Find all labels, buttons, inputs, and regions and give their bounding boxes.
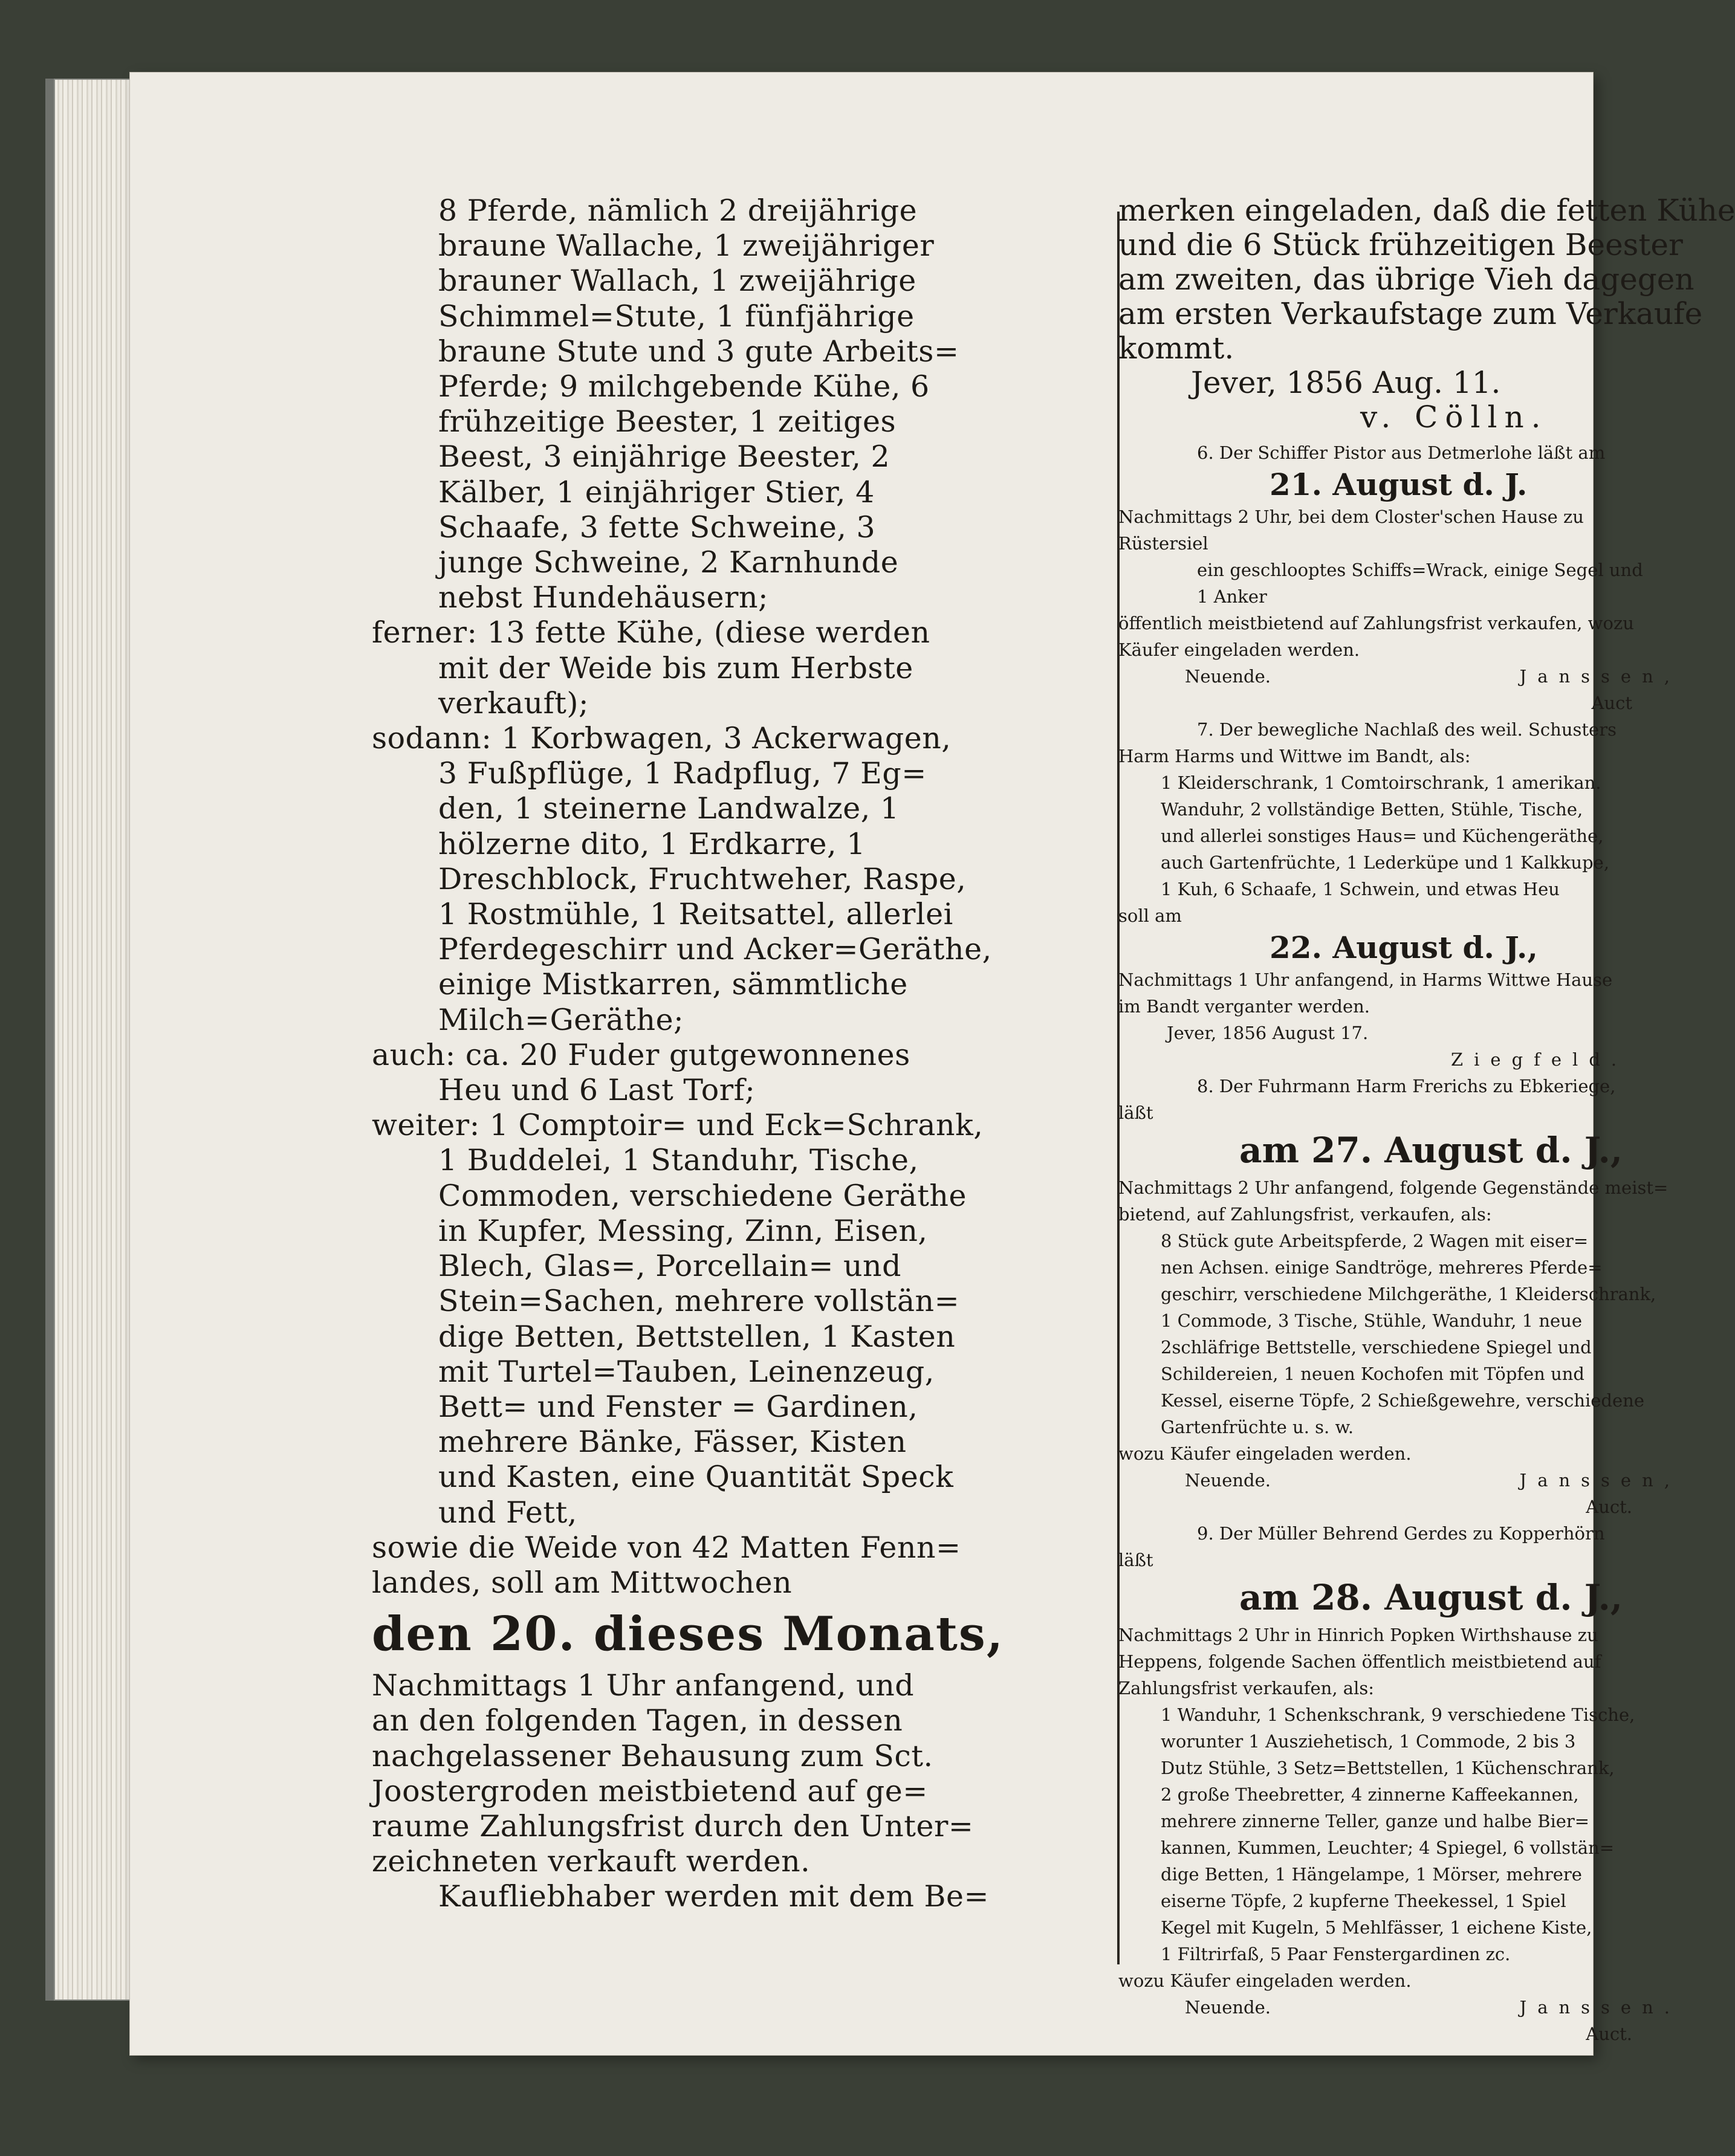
item-line: Gartenfrüchte u. s. w. <box>1161 1417 1354 1437</box>
text-line: Stein=Sachen, mehrere vollstän= <box>438 1284 960 1319</box>
text-line: Schimmel=Stute, 1 fünfjährige <box>438 299 915 334</box>
text-line: braune Wallache, 1 zweijähriger <box>438 228 935 264</box>
text-line: sodann: 1 Korbwagen, 3 Ackerwagen, <box>372 721 952 756</box>
item-line: worunter 1 Ausziehetisch, 1 Commode, 2 bis 3 <box>1161 1731 1576 1752</box>
item-line: 8 Stück gute Arbeitspferde, 2 Wagen mit eiser= <box>1161 1231 1589 1251</box>
text-line: Joostergroden meistbietend auf ge= <box>372 1773 928 1808</box>
text-line: am zweiten, das übrige Vieh dagegen <box>1118 262 1694 297</box>
item-line: Kessel, eiserne Töpfe, 2 Schießgewehre, verschiedene <box>1161 1390 1644 1411</box>
sowie-paragraph <box>372 1530 1115 1601</box>
weiter-paragraph <box>372 1108 1115 1530</box>
text-line: frühzeitige Beester, 1 zeitiges <box>438 404 897 439</box>
newspaper-page <box>130 73 1735 2055</box>
auction-date-headline: den 20. dieses Monats, <box>372 1607 1005 1662</box>
place-date: Jever, 1856 Aug. 11. <box>1191 365 1501 400</box>
place: Neuende. <box>1185 1997 1271 2018</box>
closing-paragraph <box>372 1668 1115 1914</box>
text-line: Kaufliebhaber werden mit dem Be= <box>438 1879 990 1914</box>
auctioneer-title: Auct <box>1591 693 1632 713</box>
text-line: Bett= und Fenster = Gardinen, <box>438 1389 918 1424</box>
notice-intro: 6. Der Schiffer Pistor aus Detmerlohe läßt am <box>1197 442 1606 463</box>
item-line: geschirr, verschiedene Milchgeräthe, 1 Kleiderschrank, <box>1161 1284 1656 1304</box>
item-line: 1 Wanduhr, 1 Schenkschrank, 9 verschiedene Tische, <box>1161 1704 1635 1725</box>
signature: v. Cölln. <box>1360 400 1548 435</box>
book-page-edge <box>45 79 138 2001</box>
right-column <box>1118 193 1735 2044</box>
text-line: Rüstersiel <box>1118 533 1208 554</box>
text-line: mit Turtel=Tauben, Leinenzeug, <box>438 1354 935 1389</box>
text-line: Zahlungsfrist verkaufen, als: <box>1118 1678 1374 1698</box>
text-line: im Bandt verganter werden. <box>1118 996 1370 1017</box>
item-line: und allerlei sonstiges Haus= und Küchengeräthe, <box>1161 826 1604 846</box>
notice-7 <box>1118 716 1717 1073</box>
text-line: und Kasten, eine Quantität Speck <box>438 1460 954 1495</box>
text-line: junge Schweine, 2 Karnhunde <box>438 545 899 580</box>
text-line: sowie die Weide von 42 Matten Fenn= <box>372 1530 961 1565</box>
item-line: eiserne Töpfe, 2 kupferne Theekessel, 1 Spiel <box>1161 1891 1566 1911</box>
text-line: Nachmittags 1 Uhr anfangend, und <box>372 1668 915 1703</box>
text-line: und die 6 Stück frühzeitigen Beester <box>1118 227 1683 262</box>
text-line: 1 Buddelei, 1 Standuhr, Tische, <box>438 1143 919 1178</box>
text-line: soll am <box>1118 905 1182 926</box>
item-line: 1 Filtrirfaß, 5 Paar Fenstergardinen zc. <box>1161 1944 1511 1964</box>
auctioneer-name: Janssen. <box>1519 1997 1681 2018</box>
text-line: in Kupfer, Messing, Zinn, Eisen, <box>438 1213 928 1248</box>
text-line: den, 1 steinerne Landwalze, 1 <box>438 791 900 826</box>
item-line: dige Betten, 1 Hängelampe, 1 Mörser, mehrere <box>1161 1864 1582 1885</box>
notice-date: 21. August d. J. <box>1270 467 1528 502</box>
text-line: 3 Fußpflüge, 1 Radpflug, 7 Eg= <box>438 756 927 791</box>
notice-intro: 7. Der bewegliche Nachlaß des weil. Schusters <box>1197 719 1617 740</box>
notice-date: 22. August d. J., <box>1270 930 1538 965</box>
item-line: Schildereien, 1 neuen Kochofen mit Töpfen und <box>1161 1364 1584 1384</box>
text-line: Käufer eingeladen werden. <box>1118 639 1360 660</box>
ferner-paragraph <box>372 615 1115 721</box>
text-line: Blech, Glas=, Porcellain= und <box>438 1249 901 1284</box>
text-line: Harm Harms und Wittwe im Bandt, als: <box>1118 746 1471 766</box>
item-line: Dutz Stühle, 3 Setz=Bettstellen, 1 Küchenschrank, <box>1161 1758 1615 1778</box>
item-line: 1 Kuh, 6 Schaafe, 1 Schwein, und etwas Heu <box>1161 879 1560 899</box>
text-line: Commoden, verschiedene Geräthe <box>438 1178 967 1213</box>
item-line: 2 große Theebretter, 4 zinnerne Kaffeekannen, <box>1161 1784 1579 1805</box>
item-line: 2schläfrige Bettstelle, verschiedene Spiegel und <box>1161 1337 1592 1358</box>
item-line: nen Achsen. einige Sandtröge, mehreres Pferde= <box>1161 1257 1603 1278</box>
text-line: nachgelassener Behausung zum Sct. <box>372 1738 933 1773</box>
item-line: 1 Commode, 3 Tische, Stühle, Wanduhr, 1 neue <box>1161 1310 1583 1331</box>
place-date: Jever, 1856 August 17. <box>1167 1023 1369 1043</box>
text-line: einige Mistkarren, sämmtliche <box>438 967 908 1002</box>
livestock-list <box>372 193 1115 615</box>
text-line: Heu und 6 Last Torf; <box>438 1073 756 1108</box>
auctioneer-title: Auct. <box>1586 2024 1632 2044</box>
place: Neuende. <box>1185 1470 1271 1491</box>
text-line: auch: ca. 20 Fuder gutgewonnenes <box>372 1037 910 1072</box>
continued-paragraph <box>1118 193 1735 366</box>
item-line: 1 Anker <box>1197 586 1267 607</box>
auctioneer-name: Janssen, <box>1519 666 1681 687</box>
notice-date: am 27. August d. J., <box>1239 1130 1623 1171</box>
place: Neuende. <box>1185 666 1271 687</box>
text-line: Pferde; 9 milchgebende Kühe, 6 <box>438 369 930 404</box>
item-line: auch Gartenfrüchte, 1 Lederküpe und 1 Kalkkupe, <box>1161 852 1610 873</box>
notice-date: am 28. August d. J., <box>1239 1577 1623 1618</box>
text-line: zeichneten verkauft werden. <box>372 1844 811 1879</box>
text-line: Nachmittags 1 Uhr anfangend, in Harms Wittwe Hause <box>1118 970 1613 990</box>
item-line: Kegel mit Kugeln, 5 Mehlfässer, 1 eichene Kiste, <box>1161 1917 1592 1938</box>
text-line: und Fett, <box>438 1495 577 1530</box>
text-line: hölzerne dito, 1 Erdkarre, 1 <box>438 826 866 861</box>
text-line: am ersten Verkaufstage zum Verkaufe <box>1118 296 1703 331</box>
item-line: 1 Kleiderschrank, 1 Comtoirschrank, 1 amerikan. <box>1161 772 1601 793</box>
text-line: Pferdegeschirr und Acker=Geräthe, <box>438 932 992 967</box>
text-line: landes, soll am Mittwochen <box>372 1565 793 1600</box>
left-column <box>372 193 1115 2007</box>
text-line: Milch=Geräthe; <box>438 1002 684 1037</box>
item-line: ein geschlooptes Schiffs=Wrack, einige Segel und <box>1197 560 1643 580</box>
notice-9 <box>1118 1520 1717 2047</box>
notice-6 <box>1118 439 1717 716</box>
signature-row <box>1118 663 1717 690</box>
text-line: verkauft); <box>438 685 589 720</box>
signature-row <box>1118 1994 1717 2021</box>
text-line: mehrere Bänke, Fässer, Kisten <box>438 1425 907 1460</box>
text-line: Nachmittags 2 Uhr, bei dem Closter'schen Hause zu <box>1118 507 1584 527</box>
text-line: Nachmittags 2 Uhr anfangend, folgende Gegenstände meist= <box>1118 1177 1669 1198</box>
item-line: Wanduhr, 2 vollständige Betten, Stühle, Tische, <box>1161 799 1583 820</box>
notice-intro: 9. Der Müller Behrend Gerdes zu Kopperhörn <box>1197 1523 1605 1544</box>
item-line: mehrere zinnerne Teller, ganze und halbe Bier= <box>1161 1811 1590 1831</box>
item-line: kannen, Kummen, Leuchter; 4 Spiegel, 6 vollstän= <box>1161 1837 1614 1858</box>
auctioneer-name: Ziegfeld. <box>1451 1049 1628 1070</box>
text-line: ferner: 13 fette Kühe, (diese werden <box>372 615 930 650</box>
text-line: weiter: 1 Comptoir= und Eck=Schrank, <box>372 1108 984 1143</box>
text-line: brauner Wallach, 1 zweijährige <box>438 264 916 299</box>
auch-paragraph <box>372 1038 1115 1108</box>
text-line: bietend, auf Zahlungsfrist, verkaufen, als: <box>1118 1204 1492 1225</box>
text-line: wozu Käufer eingeladen werden. <box>1118 1443 1412 1464</box>
text-line: Beest, 3 einjährige Beester, 2 <box>438 439 890 474</box>
text-line: Kälber, 1 einjähriger Stier, 4 <box>438 474 875 510</box>
text-line: läßt <box>1118 1550 1153 1570</box>
text-line: Dreschblock, Fruchtweher, Raspe, <box>438 861 967 896</box>
auctioneer-name: Janssen, <box>1519 1470 1681 1491</box>
text-line: Schaafe, 3 fette Schweine, 3 <box>438 510 876 545</box>
text-line: an den folgenden Tagen, in dessen <box>372 1703 903 1738</box>
auctioneer-title: Auct. <box>1586 1497 1632 1517</box>
signature-row <box>1118 1467 1717 1494</box>
text-line: läßt <box>1118 1102 1153 1123</box>
text-line: braune Stute und 3 gute Arbeits= <box>438 334 959 369</box>
notice-intro: 8. Der Fuhrmann Harm Frerichs zu Ebkeriege, <box>1197 1076 1616 1096</box>
text-line: merken eingeladen, daß die fetten Kühe <box>1118 193 1735 228</box>
text-line: dige Betten, Bettstellen, 1 Kasten <box>438 1319 956 1354</box>
text-line: kommt. <box>1118 331 1234 366</box>
text-line: wozu Käufer eingeladen werden. <box>1118 1970 1412 1991</box>
text-line: öffentlich meistbietend auf Zahlungsfrist verkaufen, wozu <box>1118 613 1634 633</box>
sodann-paragraph <box>372 721 1115 1038</box>
text-line: raume Zahlungsfrist durch den Unter= <box>372 1808 974 1844</box>
text-line: 1 Rostmühle, 1 Reitsattel, allerlei <box>438 897 953 932</box>
notice-8 <box>1118 1073 1717 1520</box>
text-line: mit der Weide bis zum Herbste <box>438 650 913 685</box>
text-line: Heppens, folgende Sachen öffentlich meistbietend auf <box>1118 1651 1601 1672</box>
text-line: Nachmittags 2 Uhr in Hinrich Popken Wirthshause zu <box>1118 1625 1598 1645</box>
text-line: nebst Hundehäusern; <box>438 580 769 615</box>
text-line: 8 Pferde, nämlich 2 dreijährige <box>438 193 918 228</box>
